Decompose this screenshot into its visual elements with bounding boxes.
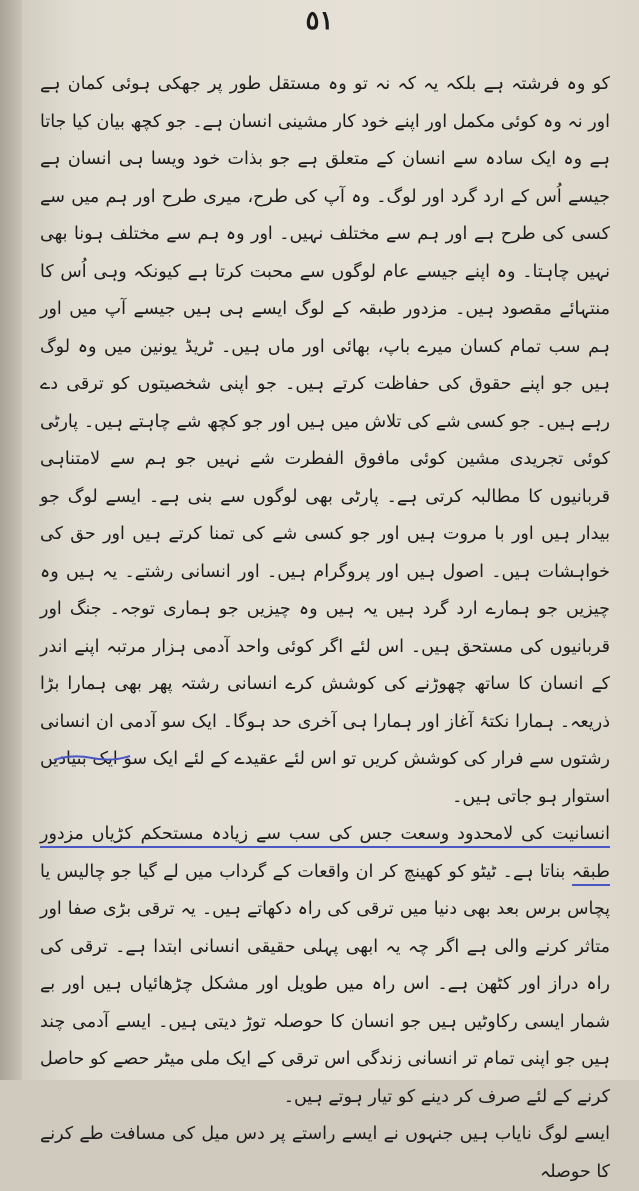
page-number: ٥١ [305,6,334,36]
page-body-text [40,66,610,1191]
paragraph-2 [40,816,610,1116]
paragraph-2-rest: بناتا ہے۔ ٹیٹو کو کھینچ کر ان واقعات کے گرداب میں لے گیا جو چالیس یا پچاس برس بعد بھی دنیا میں ترقی کی راہ دکھاتے ہیں۔ یہ ترقی بڑی صفا اور متاثر کرنے والی ہے اگر چہ یہ ابھی پہلی حقیقی انسانی ابتدا ہے۔ ترقی کی راہ دراز اور کٹھن ہے۔ اس راہ میں طویل اور مشکل چڑھائیاں ہیں اور بے شمار ایسی رکاوٹیں ہیں جو انسان کا حوصلہ توڑ دیتی ہیں۔ ایسے آدمی چند ہیں جو اپنی تمام تر انسانی زندگی اس ترقی کے ایک ملی میٹر حصے کو حاصل کرنے کے لئے صرف کر دینے کو تیار ہوتے ہیں۔ [40,861,610,1107]
book-spine-shadow [0,0,22,1080]
pen-underline-mark [52,752,132,764]
underlined-phrase: انسانیت کی لامحدود وسعت جس کی سب سے زیادہ مستحکم کڑیاں مزدور طبقہ [40,824,610,886]
paragraph-3: ایسے لوگ نایاب ہیں جنہوں نے ایسے راستے پر دس میل کی مسافت طے کرنے کا حوصلہ [40,1124,610,1182]
paragraph-1: کو وہ فرشتہ ہے بلکہ یہ کہ نہ تو وہ مستقل طور پر جھکی ہوئی کمان ہے اور نہ وہ کوئی مکمل اور اپنے خود کار مشینی انسان ہے۔ جو کچھ بیان کیا جاتا ہے وہ ایک سادہ سے انسان کے متعلق ہے جو بذات خود ویسا ہی انسان ہے جیسے اُس کے ارد گرد اور لوگ۔ وہ آپ کی طرح، میری طرح اور ہم میں سے کسی کی طرح ہے اور ہم سے مختلف نہیں۔ اور وہ ہم سے مختلف ہونا بھی نہیں چاہتا۔ وہ اپنے جیسے عام لوگوں سے محبت کرتا ہے کیونکہ وہی اُس کا منتہائے مقصود ہیں۔ مزدور طبقہ کے لوگ ایسے ہی ہیں جیسے آپ میں اور ہم سب تمام کسان میرے باپ، بھائی اور ماں ہیں۔ ٹریڈ یونین میں وہ لوگ ہیں جو اپنے حقوق کی حفاظت کرتے ہیں۔ جو اپنی شخصیتوں کو ترقی دے رہے ہیں۔ جو کسی شے کی تلاش میں ہیں اور جو کچھ شے چاہتے ہیں۔ پارٹی کوئی تجریدی مشین کوئی مافوق الفطرت شے نہیں جو ہم سے لامتناہی قربانیوں کا مطالبہ کرتی ہے۔ پارٹی بھی لوگوں سے بنی ہے۔ ایسے لوگ جو بیدار ہیں اور با مروت ہیں اور جو کسی شے کی تمنا کرتے ہیں اور حق کی خواہشات ہیں۔ اصول ہیں اور پروگرام ہیں۔ اور انسانی رشتے۔ یہ ہیں وہ چیزیں جو ہمارے ارد گرد ہیں یہ ہیں وہ چیزیں جو ہماری توجہ۔ جنگ اور قربانیوں کی مستحق ہیں۔ اس لئے اگر کوئی واحد آدمی ہزار مرتبہ اپنے اندر کے انسان کا ساتھ چھوڑنے کی کوشش کرے انسانی رشتہ پھر بھی ہمارا بڑا ذریعہ۔ ہمارا نکتۂ آغاز اور ہمارا ہی آخری حد ہوگا۔ ایک سو آدمی ان انسانی رشتوں سے فرار کی کوشش کریں تو اس لئے عقیدے کے لئے ایک سو ایک بنیادیں استوار ہو جاتی ہیں۔ [40,74,610,807]
